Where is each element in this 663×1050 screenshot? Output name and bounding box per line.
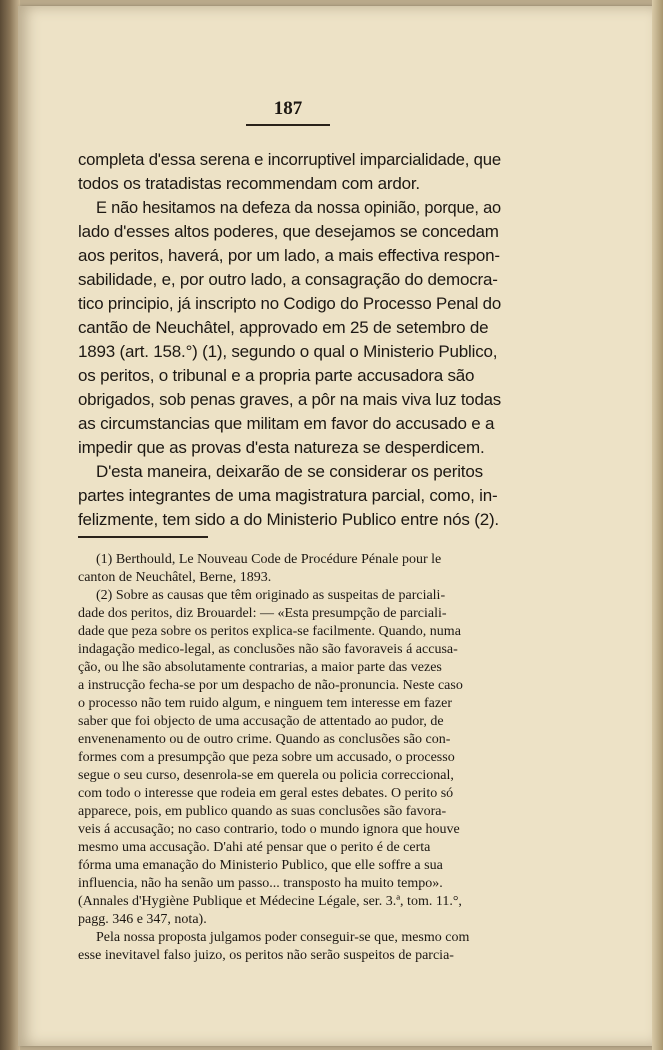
footnote-line: esse inevitavel falso juizo, os peritos não serão suspeitos de parcia- bbox=[78, 948, 454, 963]
text-line: 1893 (art. 158.°) (1), segundo o qual o Ministerio Publico, bbox=[78, 342, 498, 361]
text-line: obrigados, sob penas graves, a pôr na mais viva luz todas bbox=[78, 390, 502, 409]
text-line: completa d'essa serena e incorruptivel imparcialidade, que bbox=[78, 150, 501, 169]
footnote-line: apparece, pois, em publico quando as suas conclusões são favora- bbox=[78, 804, 447, 819]
footnote-line: fórma uma emanação do Ministerio Publico, que elle soffre a sua bbox=[78, 858, 443, 873]
footnote-line: Pela nossa proposta julgamos poder conseguir-se que, mesmo com bbox=[96, 930, 470, 945]
text-line: lado d'esses altos poderes, que desejamos se concedam bbox=[78, 222, 499, 241]
page-number: 187 bbox=[273, 98, 303, 119]
text-line: os peritos, o tribunal e a propria parte accusadora são bbox=[78, 366, 475, 385]
text-line: E não hesitamos na defeza da nossa opinião, porque, ao bbox=[96, 198, 501, 217]
page-number-rule bbox=[246, 124, 330, 126]
text-line: as circumstancias que militam em favor do accusado e a bbox=[78, 414, 495, 433]
footnote-line: (Annales d'Hygiène Publique et Médecine Légale, ser. 3.ª, tom. 11.°, bbox=[78, 894, 462, 909]
footnote-line: a instrucção fecha-se por um despacho de não-pronuncia. Neste caso bbox=[78, 678, 463, 693]
text-line: sabilidade, e, por outro lado, a consagração do democra- bbox=[78, 270, 498, 289]
footnote-line: (1) Berthould, Le Nouveau Code de Procédure Pénale pour le bbox=[96, 552, 442, 567]
footnote-line: envenenamento ou de outro crime. Quando as conclusões são con- bbox=[78, 732, 451, 747]
text-line: D'esta maneira, deixarão de se considerar os peritos bbox=[96, 462, 483, 481]
footnote-line: (2) Sobre as causas que têm originado as suspeitas de parciali- bbox=[96, 588, 446, 603]
footnote-line: saber que foi objecto de uma accusação de attentado ao pudor, de bbox=[78, 714, 444, 729]
footnote-line: influencia, não ha senão um passo... transposto ha muito tempo». bbox=[78, 876, 443, 891]
footnote-rule bbox=[78, 536, 208, 538]
footnote-line: com todo o interesse que rodeia em geral estes debates. O perito só bbox=[78, 786, 454, 801]
text-line: felizmente, tem sido a do Ministerio Publico entre nós (2). bbox=[78, 510, 499, 529]
footnote-line: formes com a presumpção que peza sobre um accusado, o processo bbox=[78, 750, 455, 765]
text-line: impedir que as provas d'esta natureza se desperdicem. bbox=[78, 438, 485, 457]
text-line: tico principio, já inscripto no Codigo do Processo Penal do bbox=[78, 294, 502, 313]
footnote-line: indagação medico-legal, as conclusões não são favoraveis á accusa- bbox=[78, 642, 458, 657]
text-line: cantão de Neuchâtel, approvado em 25 de setembro de bbox=[78, 318, 489, 337]
footnote-line: dade que peza sobre os peritos explica-se facilmente. Quando, numa bbox=[78, 624, 461, 639]
text-line: todos os tratadistas recommendam com ardor. bbox=[78, 174, 420, 193]
footnote-line: dade dos peritos, diz Brouardel: — «Esta presumpção de parciali- bbox=[78, 606, 447, 621]
text-line: partes integrantes de uma magistratura parcial, como, in- bbox=[78, 486, 498, 505]
footnote-line: segue o seu curso, desenrola-se em querela ou policia correccional, bbox=[78, 768, 454, 783]
text-line: aos peritos, haverá, por um lado, a mais effectiva respon- bbox=[78, 246, 500, 265]
footnote-line: canton de Neuchâtel, Berne, 1893. bbox=[78, 570, 272, 585]
book-gutter-shadow bbox=[0, 0, 20, 1050]
footnote-line: mesmo uma accusação. D'ahi até pensar que o perito é de certa bbox=[78, 840, 431, 855]
footnote-line: pagg. 346 e 347, nota). bbox=[78, 912, 207, 927]
page-edge bbox=[652, 0, 663, 1050]
footnote-line: veis á accusação; no caso contrario, todo o mundo ignora que houve bbox=[78, 822, 460, 837]
footnote-line: o processo não tem ruido algum, e ninguem tem interesse em fazer bbox=[78, 696, 452, 711]
footnote-line: ção, ou lhe são absolutamente contrarias, a maior parte das vezes bbox=[78, 660, 442, 675]
